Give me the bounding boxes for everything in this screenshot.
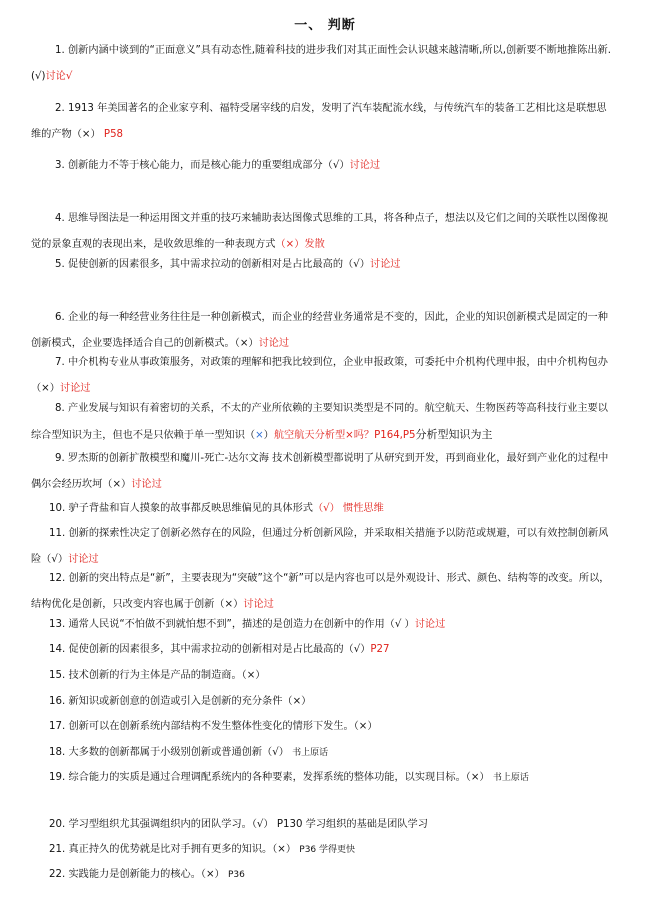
- item-number: 2.: [55, 103, 65, 114]
- item-note: 航空航天分析型×吗？P164,P5: [273, 430, 416, 441]
- list-item: [31, 96, 615, 148]
- list-item: [31, 496, 615, 522]
- item-number: 18.: [49, 747, 66, 758]
- item-note: P36: [227, 870, 245, 880]
- item-number: 1.: [55, 45, 65, 56]
- list-item: [31, 396, 615, 449]
- list-item: [31, 862, 615, 888]
- item-note: P36 学得更快: [299, 845, 356, 855]
- item-text: 罗杰斯的创新扩散模型和魔川-死亡-达尔文海 技术创新模型都说明了从研究到开发，再到商业化，最好到产业化的过程中偶尔会经历坎坷（×）: [31, 453, 609, 490]
- item-note: P130 学习组织的基础是团队学习: [276, 819, 428, 830]
- list-item: [31, 252, 615, 278]
- item-note: 讨论过: [131, 479, 162, 490]
- list-item: [31, 566, 615, 618]
- item-note: 讨论过: [243, 599, 274, 610]
- list-item: [31, 38, 615, 90]
- list-item: [31, 837, 615, 863]
- item-note: （√） 惯性思维: [312, 503, 384, 514]
- list-item: [31, 812, 615, 838]
- item-text: 通常人民说“不怕做不到就怕想不到”，描述的是创造力在创新中的作用（√ ）: [68, 619, 415, 630]
- list-item: [31, 740, 615, 766]
- item-text: 新知识或新创意的创造或引入是创新的充分条件（×）: [68, 696, 312, 707]
- item-number: 10.: [49, 503, 66, 514]
- page-title: 一、 判断: [294, 18, 356, 33]
- item-text: 创新的突出特点是“新”，主要表现为“突破”这个“新”可以是内容也可以是外观设计、形式、颜色、结构等的改变。所以，结构优化是创新，只改变内容也属于创新（×）: [31, 573, 610, 610]
- list-item: [31, 714, 615, 740]
- list-item: [31, 612, 615, 638]
- item-number: 4.: [55, 213, 65, 224]
- item-note: 讨论过: [369, 259, 401, 270]
- item-text: 驴子背盐和盲人摸象的故事都反映思维偏见的具体形式: [68, 503, 313, 514]
- list-item: [31, 153, 615, 179]
- item-number: 21.: [49, 844, 66, 855]
- item-number: 8.: [55, 403, 65, 414]
- list-item: [31, 446, 615, 498]
- item-number: 20.: [49, 819, 66, 830]
- item-note: 讨论过: [68, 554, 99, 565]
- item-text: 真正持久的优势就是比对手拥有更多的知识。（×）: [68, 844, 297, 855]
- item-number: 13.: [49, 619, 66, 630]
- item-note: 讨论√: [45, 71, 73, 82]
- item-text: 实践能力是创新能力的核心。（×）: [68, 869, 225, 880]
- list-item: [31, 637, 615, 663]
- item-text: 综合能力的实质是通过合理调配系统内的各种要素，发挥系统的整体功能，以实现目标。（×）: [68, 772, 490, 783]
- item-note: P27: [370, 644, 390, 655]
- item-text: 创新内涵中谈到的“正面意义”具有动态性,随着科技的进步我们对其正面性会认识越来越清晰,所以,创新要不断地推陈出新.(√): [31, 45, 612, 82]
- item-note: 书上原话: [292, 748, 329, 758]
- item-text: 创新的探索性决定了创新必然存在的风险，但通过分析创新风险，并采取相关措施予以防范或规避，可以有效控制创新风险（√）: [31, 528, 609, 565]
- item-text: 中介机构专业从事政策服务，对政策的理解和把我比较到位，企业申报政策，可委托中介机构代理申报，由中介机构包办（×）: [31, 357, 608, 394]
- item-text: 大多数的创新都属于小级别创新或普通创新（√）: [68, 747, 289, 758]
- item-number: 5.: [55, 259, 65, 270]
- item-number: 3.: [55, 160, 65, 171]
- list-item: [31, 689, 615, 715]
- item-text: 技术创新的行为主体是产品的制造商。（×）: [68, 670, 266, 681]
- item-text: 创新能力不等于核心能力，而是核心能力的重要组成部分（√）: [67, 160, 350, 171]
- list-item: [31, 206, 615, 258]
- item-number: 19.: [49, 772, 66, 783]
- item-number: 7.: [55, 357, 65, 368]
- item-mark: ×: [255, 430, 264, 441]
- item-number: 15.: [49, 670, 66, 681]
- item-text: 1913 年美国著名的企业家亨利、福特受屠宰线的启发，发明了汽车装配流水线，与传统汽车的装备工艺相比这是联想思维的产物（×）: [31, 103, 607, 140]
- item-number: 12.: [49, 573, 66, 584]
- item-note: 讨论过: [59, 383, 91, 394]
- item-number: 6.: [55, 312, 65, 323]
- item-number: 16.: [49, 696, 66, 707]
- item-text: 创新可以在创新系统内部结构不发生整体性变化的情形下发生。（×）: [68, 721, 378, 732]
- item-tail: 分析型知识为主: [415, 428, 493, 441]
- item-text: 促使创新的因素很多，其中需求拉动的创新相对是占比最高的（√）: [67, 259, 370, 270]
- item-number: 11.: [49, 528, 66, 539]
- list-item: [31, 663, 615, 689]
- item-number: 22.: [49, 869, 66, 880]
- list-item: [31, 350, 615, 402]
- item-text: 产业发展与知识有着密切的关系，不太的产业所依赖的主要知识类型是不同的。航空航天、生物医药等高科技行业主要以综合型知识为主，但也不是只依赖于单一型知识（: [31, 403, 608, 441]
- item-text: 思维导图法是一种运用图文并重的技巧来辅助表达图像式思维的工具，将各种点子，想法以及它们之间的关联性以图像视觉的景象直观的表现出来，是收敛思维的一种表现方式: [31, 213, 608, 250]
- item-note: 书上原话: [492, 773, 529, 783]
- list-item: [31, 765, 615, 791]
- item-note: 讨论过: [349, 160, 381, 171]
- item-number: 17.: [49, 721, 66, 732]
- item-close: ）: [263, 430, 274, 441]
- item-note: （×）发散: [275, 239, 325, 250]
- item-number: 14.: [49, 644, 66, 655]
- item-text: 促使创新的因素很多，其中需求拉动的创新相对是占比最高的（√）: [68, 644, 371, 655]
- item-note: P58: [103, 129, 124, 140]
- item-text: 企业的每一种经营业务往往是一种创新模式，而企业的经营业务通常是不变的，因此，企业的知识创新模式是固定的一种创新模式，企业要选择适合自己的创新模式。（×）: [31, 312, 608, 349]
- item-note: 讨论过: [414, 619, 446, 630]
- item-note: 讨论过: [258, 338, 290, 349]
- item-text: 学习型组织尤其强调组织内的团队学习。（√）: [68, 819, 274, 830]
- item-number: 9.: [55, 453, 65, 464]
